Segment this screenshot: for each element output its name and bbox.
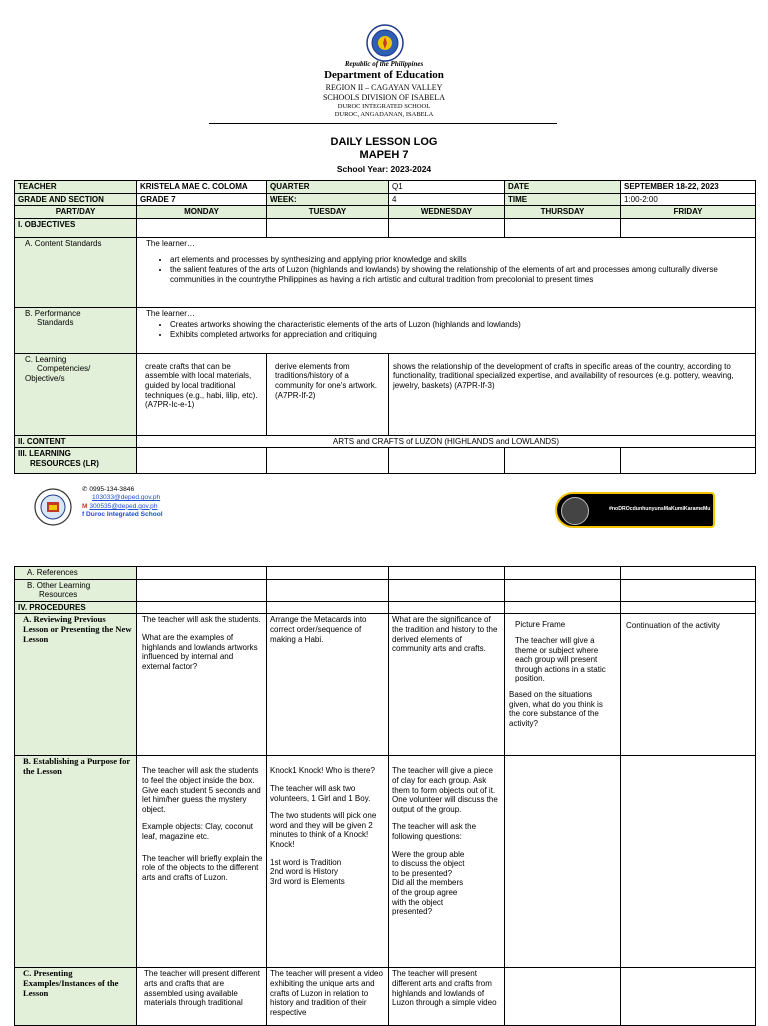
presenting-tuesday: The teacher will present a video exhibiting the unique arts and crafts of Luzon in relation to history and tradition of their respective [267, 968, 389, 1026]
performance-item: • Creates artworks showing the characteristic elements of the arts of Luzon (highlands and lowlands) [170, 320, 752, 330]
reviewing-tuesday: Arrange the Metacards into correct order/sequence of making a Habi. [267, 614, 389, 756]
deped-seal-icon [366, 24, 404, 62]
email-link-1[interactable]: 103033@deped.gov.ph [92, 494, 161, 502]
header-rule [209, 123, 557, 124]
competencies-label-line1: C. Learning [25, 354, 67, 364]
phone-icon: ✆ [82, 486, 88, 493]
performance-item: • Exhibits completed artworks for appreciation and critiquing [170, 330, 752, 340]
reviewing-monday-p1: The teacher will ask the students. [142, 615, 261, 625]
establishing-monday-p3: The teacher will briefly explain the role of the objects to the different arts and crafts of Luzon. [142, 853, 263, 882]
establishing-purpose-label: B. Establishing a Purpose for the Lesson [15, 756, 137, 968]
hashtag-badge [555, 492, 715, 528]
performance-label-line2: Standards [37, 318, 74, 328]
presenting-wednesday: The teacher will present different arts and crafts from highlands and lowlands of Luzon through a simple video [389, 968, 505, 1026]
establishing-wednesday-p2: The teacher will ask the following questions: [392, 822, 477, 841]
facebook-icon: f [82, 511, 85, 519]
performance-standards-label [15, 307, 137, 353]
mail-icon: M [82, 502, 88, 510]
resources-label-line1: III. LEARNING [18, 449, 71, 459]
address-text: DUROC, ANGADANAN, ISABELA [334, 111, 434, 118]
procedures-table [14, 566, 756, 1026]
division-text: SCHOOLS DIVISION OF ISABELA [322, 93, 445, 102]
learning-resources-label [15, 448, 137, 474]
establishing-tuesday-p3: The two students will pick one word and they will be given 2 minutes to think of a Knock! Knock! [270, 811, 377, 849]
lesson-log-title: DAILY LESSON LOG [330, 136, 438, 148]
establishing-monday-p2: Example objects: Clay, coconut leaf, magazine etc. [142, 822, 254, 841]
time-value: 1:00-2:00 [621, 193, 756, 206]
other-resources-label [15, 579, 137, 601]
resources-label-line2: RESOURCES (LR) [30, 458, 99, 468]
republic-text: Republic of the Philippines [344, 60, 424, 68]
content-label: II. CONTENT [15, 435, 137, 448]
wednesday-header: WEDNESDAY [389, 206, 505, 219]
establishing-tuesday-p6: 3rd word is Elements [270, 876, 345, 886]
other-resources-line1: B. Other Learning [27, 580, 91, 590]
reviewing-friday: Continuation of the activity [621, 614, 756, 756]
school-contacts [82, 486, 163, 520]
establishing-monday-p1: The teacher will ask the students to feel the object inside the box. Give each student 5 seconds and let him/her guess the mystery object. [142, 766, 261, 814]
content-value: ARTS and CRAFTS of LUZON (HIGHLANDS and LOWLANDS) [137, 435, 756, 448]
grade-value: GRADE 7 [137, 193, 267, 206]
facebook-page[interactable]: Duroc Integrated School [86, 511, 163, 519]
reviewing-monday [137, 614, 267, 756]
school-year-title: School Year: 2023-2024 [336, 164, 432, 174]
reviewing-thursday-p2: The teacher will give a theme or subject where each group will present through actions in a static position. [515, 635, 606, 684]
reviewing-monday-p2: What are the examples of highlands and lowlands artworks influenced by internal and external factor? [142, 632, 258, 671]
quarter-label: QUARTER [267, 181, 389, 194]
teacher-label: TEACHER [15, 181, 137, 194]
establishing-wednesday-p1: The teacher will give a piece of clay for each group. Ask them to form objects out of it. One volunteer will discuss the output of the group. [392, 766, 498, 814]
establishing-tuesday-p5: 2nd word is History [270, 867, 339, 877]
reviewing-thursday-p3: Based on the situations given, what do you think is the core substance of the activity? [509, 689, 603, 728]
references-label: A. References [15, 567, 137, 580]
performance-standards-cell [137, 307, 756, 353]
school-logo-icon [34, 488, 72, 526]
reviewing-lesson-label: A. Reviewing Previous Lesson or Presenting the New Lesson [15, 614, 137, 756]
establishing-tuesday [267, 756, 389, 968]
badge-logo-icon [561, 497, 589, 525]
competency-monday: create crafts that can be assemble with local materials, guided by local traditional techniques (e.g., habi, lilip, etc). (A7PR-Ic-e-1) [137, 353, 267, 435]
subject-title: MAPEH 7 [359, 149, 409, 161]
thursday-header: THURSDAY [505, 206, 621, 219]
content-standards-cell [137, 237, 756, 307]
date-value: SEPTEMBER 18-22, 2023 [621, 181, 756, 194]
competencies-label [15, 353, 137, 435]
establishing-tuesday-p1: Knock1 Knock! Who is there? [270, 766, 375, 776]
reviewing-thursday-p1: Picture Frame [515, 620, 566, 630]
establishing-wednesday-p4: Did all the members of the group agree with the object presented? [392, 878, 464, 917]
email-link-2[interactable]: 300535@deped.gov.ph [89, 502, 158, 510]
time-label: TIME [505, 193, 621, 206]
grade-label: GRADE AND SECTION [15, 193, 137, 206]
badge-text: #noDROcdunhunyunsMaKumiKarameMu [609, 506, 711, 512]
objectives-label: I. OBJECTIVES [15, 218, 137, 237]
monday-header: MONDAY [137, 206, 267, 219]
lesson-log-table [14, 180, 756, 474]
competencies-label-line3: Objective/s [25, 373, 65, 383]
procedures-label: IV. PROCEDURES [15, 601, 137, 614]
establishing-monday [137, 756, 267, 968]
competency-tuesday: derive elements from traditions/history of a community for one's artwork. (A7PR-If-2) [267, 353, 389, 435]
friday-header: FRIDAY [621, 206, 756, 219]
content-standard-item: • art elements and processes by synthesizing and applying prior knowledge and skills [170, 255, 752, 265]
competencies-label-line2: Competencies/ [37, 364, 91, 374]
date-label: DATE [505, 181, 621, 194]
establishing-wednesday-p3: Were the group able to discuss the object to be presented? [392, 849, 465, 878]
week-label: WEEK: [267, 193, 389, 206]
performance-intro: The learner… [146, 308, 195, 318]
competency-wednesday: shows the relationship of the development of crafts in specific areas of the country, according to functionality, traditional specialized expertise, and availability of resources (e.g. pottery, weaving, jewelry, baskets) (A7PR-If-3) [389, 353, 756, 435]
presenting-monday: The teacher will present different arts and crafts that are assembled using available materials through traditional [137, 968, 267, 1026]
presenting-examples-label: C. Presenting Examples/Instances of the Lesson [15, 968, 137, 1026]
region-text: REGION II – CAGAYAN VALLEY [325, 83, 443, 92]
other-resources-line2: Resources [39, 590, 78, 600]
reviewing-wednesday: What are the significance of the tradition and history to the derived elements of community arts and crafts. [389, 614, 505, 756]
teacher-name: KRISTELA MAE C. COLOMA [137, 181, 267, 194]
content-standard-item: • the salient features of the arts of Luzon (highlands and lowlands) by showing the relationship of the elements of art and processes among culturally diverse communities in the countrythe Philippines as having a rich artistic and cultural tradition from precolonial to present times [170, 265, 752, 284]
quarter-value: Q1 [389, 181, 505, 194]
department-text: Department of Education [324, 69, 444, 81]
establishing-tuesday-p4: 1st word is Tradition [270, 857, 342, 867]
performance-label-line1: B. Performance [25, 308, 81, 318]
content-standards-intro: The learner… [146, 238, 195, 248]
reviewing-thursday [505, 614, 621, 756]
establishing-wednesday [389, 756, 505, 968]
part-day-header: PART/DAY [15, 206, 137, 219]
tuesday-header: TUESDAY [267, 206, 389, 219]
content-standards-label: A. Content Standards [15, 237, 137, 307]
school-text: DUROC INTEGRATED SCHOOL [337, 103, 431, 110]
week-value: 4 [389, 193, 505, 206]
phone-number: 0995-134-3846 [89, 486, 135, 493]
establishing-tuesday-p2: The teacher will ask two volunteers, 1 Girl and 1 Boy. [270, 783, 371, 803]
